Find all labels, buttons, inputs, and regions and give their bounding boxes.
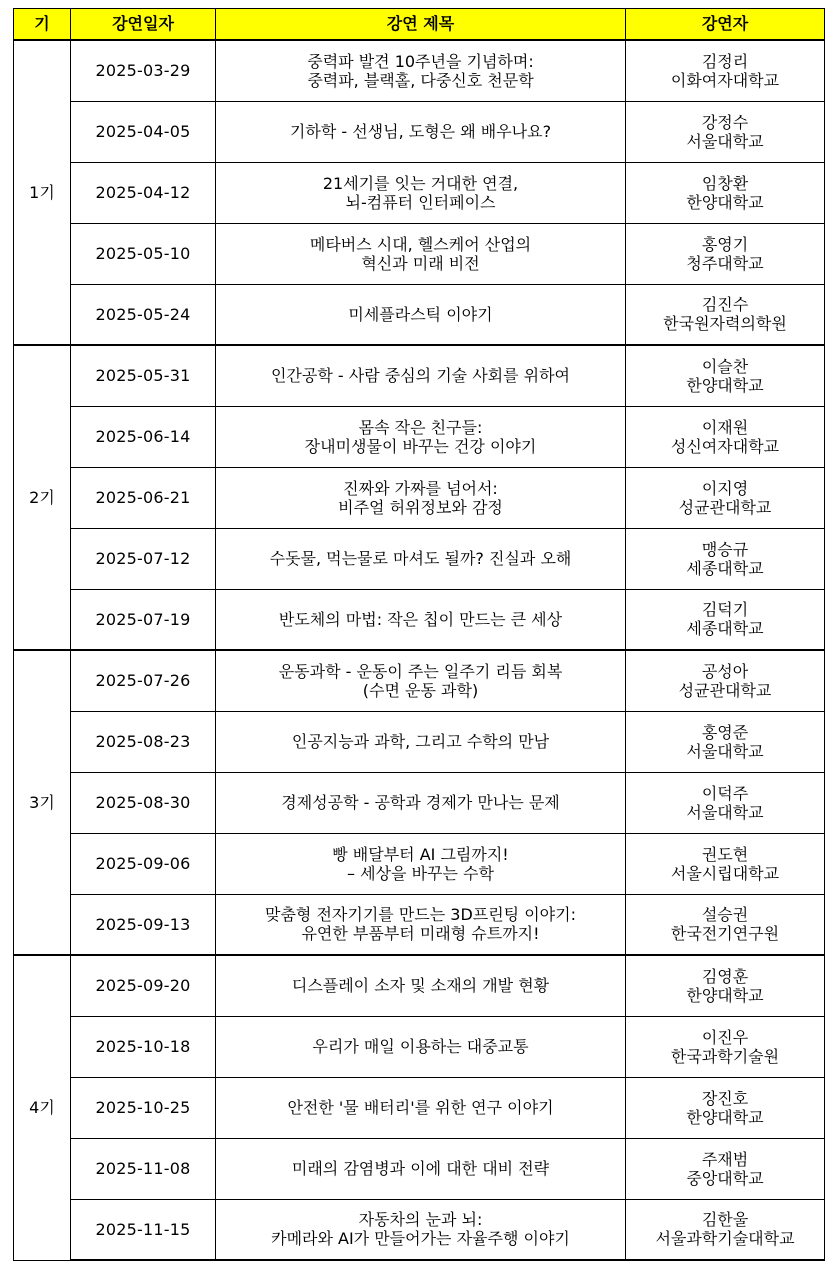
speaker-name: 김덕기 [701, 600, 749, 620]
title-line: 경제성공학 - 공학과 경제가 만나는 문제 [281, 793, 560, 812]
title-line: 혁신과 미래 비전 [361, 253, 480, 273]
table-row [14, 833, 825, 894]
table-row [14, 1016, 825, 1077]
date-cell: 2025-08-30 [71, 772, 216, 833]
speaker-affiliation: 서울대학교 [686, 131, 764, 151]
speaker-cell [626, 467, 825, 528]
title-cell [216, 345, 626, 406]
speaker-cell [626, 528, 825, 589]
speaker-name: 이덕주 [701, 783, 749, 803]
speaker-name: 김진수 [701, 295, 749, 315]
title-line: 안전한 '물 배터리'를 위한 연구 이야기 [287, 1098, 554, 1117]
title-cell [216, 589, 626, 650]
title-cell [216, 40, 626, 101]
title-line: 중력파 발견 10주년을 기념하며: [307, 51, 534, 71]
date-cell: 2025-05-31 [71, 345, 216, 406]
speaker-affiliation: 한국원자력의학원 [663, 314, 787, 334]
speaker-cell [626, 284, 825, 345]
speaker-cell [626, 1077, 825, 1138]
table-row [14, 223, 825, 284]
title-line: (수면 운동 과학) [362, 680, 479, 700]
speaker-affiliation: 세종대학교 [686, 619, 764, 639]
speaker-affiliation: 이화여자대학교 [670, 70, 780, 90]
title-line: 메타버스 시대, 헬스케어 산업의 [309, 234, 532, 254]
speaker-cell [626, 223, 825, 284]
speaker-cell [626, 345, 825, 406]
table-row [14, 467, 825, 528]
speaker-name: 강정수 [701, 112, 749, 132]
title-line: – 세상을 바꾸는 수학 [347, 863, 494, 883]
title-line: 빵 배달부터 AI 그림까지! [332, 844, 509, 864]
speaker-name: 장진호 [701, 1088, 749, 1108]
speaker-affiliation: 서울과학기술대학교 [655, 1229, 795, 1249]
date-cell: 2025-09-20 [71, 955, 216, 1016]
table-row [14, 1138, 825, 1199]
title-line: 수돗물, 먹는물로 마셔도 될까? 진실과 오해 [269, 549, 572, 568]
title-line: 미세플라스틱 이야기 [348, 304, 493, 324]
title-line: 미래의 감염병과 이에 대한 대비 전략 [291, 1159, 550, 1178]
title-line: 인간공학 - 사람 중심의 기술 사회를 위하여 [270, 366, 571, 386]
speaker-affiliation: 성균관대학교 [678, 680, 772, 700]
title-line: 맞춤형 전자기기를 만드는 3D프린팅 이야기: [265, 905, 576, 925]
title-cell [216, 528, 626, 589]
title-cell [216, 650, 626, 711]
table-header [14, 9, 825, 41]
date-cell: 2025-09-13 [71, 894, 216, 955]
speaker-cell [626, 1016, 825, 1077]
speaker-name: 이슬찬 [701, 356, 749, 376]
speaker-affiliation: 한국전기연구원 [670, 924, 780, 944]
table-row [14, 406, 825, 467]
speaker-cell [626, 406, 825, 467]
date-cell: 2025-09-06 [71, 833, 216, 894]
title-line: 중력파, 블랙홀, 다중신호 천문학 [307, 70, 534, 90]
header-cohort: 기 [14, 9, 71, 41]
title-cell [216, 1016, 626, 1077]
date-cell: 2025-11-15 [71, 1199, 216, 1260]
table-row [14, 894, 825, 955]
title-line: 유연한 부품부터 미래형 슈트까지! [301, 924, 540, 944]
table-row [14, 284, 825, 345]
title-line: 몸속 작은 친구들: [358, 417, 483, 437]
title-line: 21세기를 잇는 거대한 연결, [322, 173, 519, 193]
speaker-cell [626, 162, 825, 223]
cohort-cell: 4기 [14, 955, 71, 1260]
speaker-cell [626, 101, 825, 162]
speaker-cell [626, 589, 825, 650]
speaker-name: 이진우 [701, 1027, 749, 1047]
header-date: 강연일자 [71, 9, 216, 41]
speaker-name: 홍영준 [701, 722, 749, 742]
date-cell: 2025-10-25 [71, 1077, 216, 1138]
title-cell [216, 772, 626, 833]
date-cell: 2025-03-29 [71, 40, 216, 101]
title-cell [216, 1138, 626, 1199]
title-line: 비주얼 허위정보와 감정 [338, 497, 503, 517]
title-line: 반도체의 마법: 작은 칩이 만드는 큰 세상 [278, 609, 563, 629]
date-cell: 2025-05-10 [71, 223, 216, 284]
date-cell: 2025-10-18 [71, 1016, 216, 1077]
speaker-affiliation: 세종대학교 [686, 558, 764, 578]
date-cell: 2025-04-12 [71, 162, 216, 223]
speaker-cell [626, 1138, 825, 1199]
header-speaker: 강연자 [626, 9, 825, 41]
title-line: 자동차의 눈과 뇌: [358, 1210, 483, 1230]
speaker-affiliation: 서울대학교 [686, 802, 764, 822]
title-line: 진짜와 가짜를 넘어서: [343, 478, 498, 498]
date-cell: 2025-06-21 [71, 467, 216, 528]
title-line: 뇌-컴퓨터 인터페이스 [345, 192, 496, 212]
title-cell [216, 101, 626, 162]
date-cell: 2025-05-24 [71, 284, 216, 345]
speaker-name: 권도현 [701, 844, 749, 864]
title-cell [216, 1199, 626, 1260]
speaker-name: 설승권 [701, 905, 749, 925]
speaker-cell [626, 894, 825, 955]
speaker-name: 홍영기 [701, 234, 749, 254]
title-line: 인공지능과 과학, 그리고 수학의 만남 [291, 732, 550, 751]
speaker-cell [626, 650, 825, 711]
speaker-name: 김영훈 [701, 966, 749, 986]
title-cell [216, 833, 626, 894]
title-cell [216, 894, 626, 955]
table-row [14, 589, 825, 650]
speaker-name: 이재원 [701, 417, 749, 437]
speaker-name: 이지영 [701, 478, 749, 498]
date-cell: 2025-04-05 [71, 101, 216, 162]
title-line: 카메라와 AI가 만들어가는 자율주행 이야기 [271, 1229, 570, 1249]
speaker-affiliation: 한양대학교 [686, 985, 764, 1005]
speaker-name: 맹승규 [701, 539, 749, 559]
title-line: 기하학 - 선생님, 도형은 왜 배우나요? [289, 122, 552, 141]
table-row [14, 40, 825, 101]
speaker-name: 공성아 [701, 661, 749, 681]
speaker-cell [626, 711, 825, 772]
table-row [14, 162, 825, 223]
speaker-affiliation: 서울시립대학교 [670, 863, 780, 883]
title-cell [216, 955, 626, 1016]
table-row [14, 772, 825, 833]
title-cell [216, 162, 626, 223]
speaker-affiliation: 한양대학교 [686, 1107, 764, 1127]
title-line: 운동과학 - 운동이 주는 일주기 리듬 회복 [278, 661, 563, 681]
table-row [14, 650, 825, 711]
speaker-name: 주재범 [701, 1149, 749, 1169]
cohort-cell: 2기 [14, 345, 71, 650]
speaker-affiliation: 한양대학교 [686, 192, 764, 212]
date-cell: 2025-07-26 [71, 650, 216, 711]
speaker-affiliation: 한국과학기술원 [670, 1046, 780, 1066]
title-cell [216, 1077, 626, 1138]
table-row [14, 528, 825, 589]
title-cell [216, 406, 626, 467]
speaker-name: 임창환 [701, 173, 749, 193]
speaker-cell [626, 772, 825, 833]
speaker-cell [626, 1199, 825, 1260]
speaker-name: 김정리 [701, 51, 749, 71]
table-row [14, 1077, 825, 1138]
date-cell: 2025-11-08 [71, 1138, 216, 1199]
date-cell: 2025-06-14 [71, 406, 216, 467]
speaker-affiliation: 성균관대학교 [678, 497, 772, 517]
lecture-schedule-table [13, 8, 825, 1261]
title-line: 장내미생물이 바꾸는 건강 이야기 [304, 436, 537, 456]
title-line: 우리가 매일 이용하는 대중교통 [312, 1037, 529, 1056]
table-row [14, 711, 825, 772]
date-cell: 2025-07-19 [71, 589, 216, 650]
speaker-affiliation: 중앙대학교 [686, 1168, 764, 1188]
speaker-affiliation: 한양대학교 [686, 375, 764, 395]
title-line: 디스플레이 소자 및 소재의 개발 현황 [291, 976, 550, 996]
table-row [14, 345, 825, 406]
speaker-name: 김한울 [701, 1210, 749, 1230]
speaker-affiliation: 성신여자대학교 [670, 436, 780, 456]
table-row [14, 101, 825, 162]
title-cell [216, 467, 626, 528]
table-row [14, 1199, 825, 1260]
title-cell [216, 711, 626, 772]
cohort-cell: 3기 [14, 650, 71, 955]
title-cell [216, 284, 626, 345]
date-cell: 2025-07-12 [71, 528, 216, 589]
speaker-cell [626, 40, 825, 101]
header-row [14, 9, 825, 41]
speaker-cell [626, 955, 825, 1016]
speaker-affiliation: 청주대학교 [686, 253, 764, 273]
speaker-affiliation: 서울대학교 [686, 741, 764, 761]
date-cell: 2025-08-23 [71, 711, 216, 772]
cohort-cell: 1기 [14, 40, 71, 345]
speaker-cell [626, 833, 825, 894]
table-row [14, 955, 825, 1016]
table-body [14, 40, 825, 1260]
title-cell [216, 223, 626, 284]
header-title: 강연 제목 [216, 9, 626, 41]
